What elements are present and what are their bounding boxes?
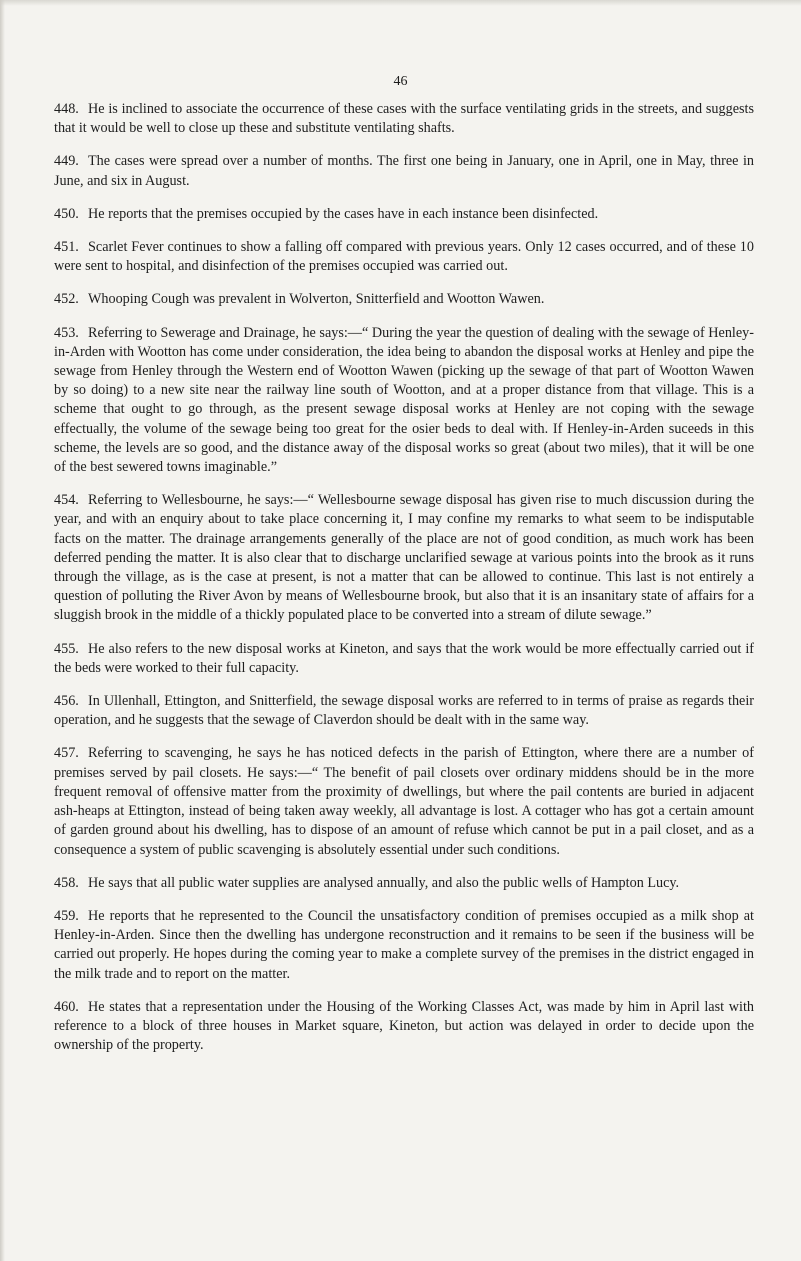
paragraph-text: He is inclined to associate the occurrence of these cases with the surface ventilating grids in the streets, and suggests that it would be well to close up these and substitute ventilating shafts. [54, 101, 754, 137]
paragraph-459 [54, 907, 754, 984]
paragraph-text: Referring to Wellesbourne, he says:—“ Wellesbourne sewage disposal has given rise to much discussion during the year, and with an enquiry about to take place concerning it, I may confine my remarks to what seem to be indisputable facts on the matter. The drainage arrangements generally of the place are not of good condition, as much work has been deferred pending the matter. It is also clear that to discharge unclarified sewage at various points into the brook as it runs through the village, as is the case at present, is not a matter that can be allowed to continue. This last is not entirely a question of polluting the River Avon by means of Wellesbourne brook, but also that it is an insanitary state of affairs for a sluggish brook in the middle of a thickly populated place to be converted into a stream of dilute sewage.” [54, 492, 754, 624]
paragraph-number: 449. [54, 153, 79, 170]
paragraph-454 [54, 491, 754, 625]
paragraph-458 [54, 874, 754, 893]
paragraph-460 [54, 998, 754, 1056]
paragraph-text: He reports that the premises occupied by the cases have in each instance been disinfected. [88, 205, 599, 222]
paragraph-number: 453. [54, 324, 79, 341]
paragraph-number: 450. [54, 205, 79, 222]
paragraph-number: 454. [54, 492, 79, 509]
paragraph-number: 448. [54, 101, 79, 117]
paragraph-text: He also refers to the new disposal works at Kineton, and says that the work would be more effectually carried out if the beds were worked to their full capacity. [54, 640, 754, 676]
paragraph-text: Whooping Cough was prevalent in Wolverton, Snitterfield and Wootton Wawen. [88, 291, 545, 308]
paragraph-452 [54, 290, 754, 309]
paragraph-number: 457. [54, 745, 79, 762]
paragraph-451 [54, 238, 754, 276]
paragraph-text: In Ullenhall, Ettington, and Snitterfield, the sewage disposal works are referred to in terms of praise as regards their operation, and he suggests that the sewage of Claverdon should be dealt with in the same way. [54, 693, 754, 729]
paragraph-number: 458. [54, 874, 79, 891]
paragraph-text: Referring to Sewerage and Drainage, he says:—“ During the year the question of dealing with the sewage of Henley-in-Arden with Wootton has come under consideration, the idea being to abandon the disposal works at Henley and pipe the sewage from Henley through the Western end of Wootton Wawen (picking up the sewage of that part of Wootton Wawen by so doing) to a new site near the railway line south of Wootton, and at a proper distance from that village. This is a scheme that ought to go through, as the present sewage disposal works at Henley are not coping with the sewage effectually, the volume of the sewage being too great for the osier beds to deal with. If Henley-in-Arden suceeds in this scheme, the levels are so good, and the distance away of the disposal works so great (about two miles), that it will be one of the best sewered towns imaginable.” [54, 324, 754, 476]
paragraph-453 [54, 324, 754, 478]
paragraph-456 [54, 692, 754, 730]
paragraph-number: 452. [54, 291, 79, 308]
page-top-edge [0, 0, 801, 6]
body-text [54, 100, 754, 1069]
paragraph-number: 460. [54, 998, 79, 1015]
paragraph-448 [54, 100, 754, 138]
paragraph-number: 459. [54, 907, 79, 924]
paragraph-text: He reports that he represented to the Council the unsatisfactory condition of premises occupied as a milk shop at Henley-in-Arden. Since then the dwelling has undergone reconstruction and it remains to be seen if the business will be carried out properly. He hopes during the coming year to make a complete survey of the premises in the district engaged in the milk trade and to report on the matter. [54, 907, 754, 982]
paragraph-text: Referring to scavenging, he says he has noticed defects in the parish of Ettington, where there are a number of premises served by pail closets. He says:—“ The benefit of pail closets over ordinary middens should be in the more frequent removal of offensive matter from the proximity of dwellings, but where the pail contents are buried in adjacent ash-heaps at Ettington, instead of being taken away weekly, all advantage is lost. A cottager who has got a certain amount of garden ground about his dwelling, has to dispose of an amount of refuse which cannot be put in a pail closet, and as a consequence a system of public scavenging is absolutely essential under such conditions. [54, 745, 754, 858]
paragraph-number: 455. [54, 640, 79, 657]
paragraph-number: 451. [54, 239, 79, 256]
paragraph-450 [54, 205, 754, 224]
paragraph-text: The cases were spread over a number of months. The first one being in January, one in April, one in May, three in June, and six in August. [54, 153, 754, 189]
paragraph-text: He says that all public water supplies are analysed annually, and also the public wells of Hampton Lucy. [88, 874, 680, 891]
page-left-edge [0, 0, 5, 1261]
paragraph-text: He states that a representation under the Housing of the Working Classes Act, was made by him in April last with reference to a block of three houses in Market square, Kineton, but action was delayed in order to decide upon the ownership of the property. [54, 998, 754, 1054]
paragraph-457 [54, 744, 754, 859]
paragraph-text: Scarlet Fever continues to show a falling off compared with previous years. Only 12 cases occurred, and of these 10 were sent to hospital, and disinfection of the premises occupied was carried out. [54, 239, 754, 275]
paragraph-455 [54, 640, 754, 678]
paragraph-number: 456. [54, 693, 79, 710]
paragraph-449 [54, 152, 754, 190]
page-number: 46 [393, 74, 408, 89]
